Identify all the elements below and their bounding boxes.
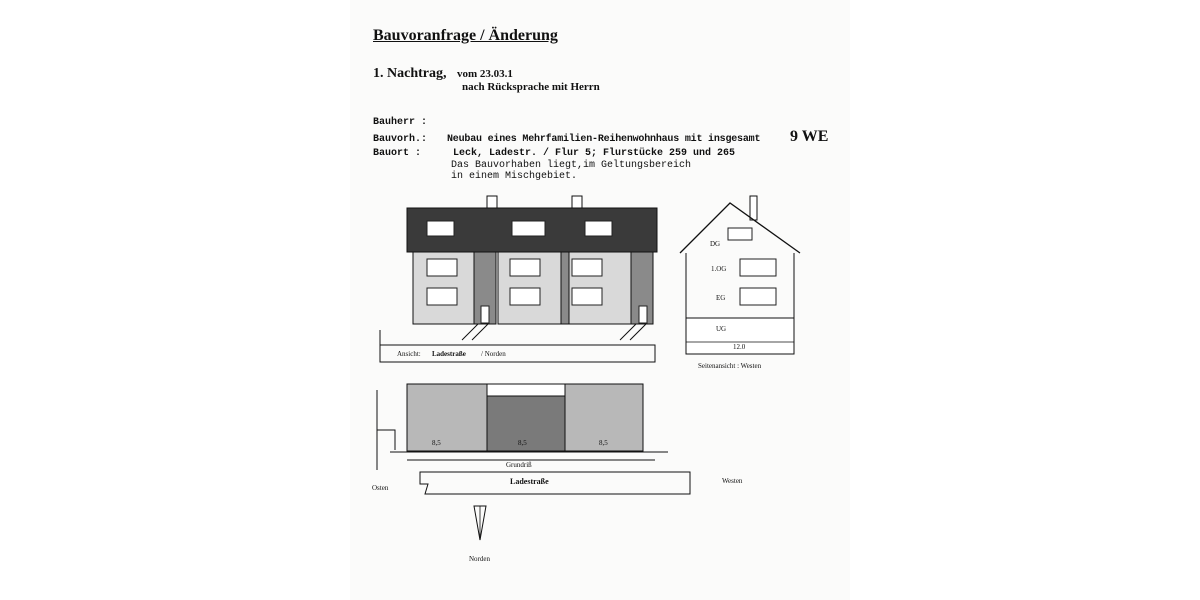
street-band [380,330,655,362]
plan-caption: Grundriß [506,461,532,469]
document-title: Bauvoranfrage / Änderung [373,27,558,44]
entrance-door [481,306,489,323]
side-caption: Seitenansicht : Westen [698,362,762,370]
window [572,259,602,276]
side-window [740,288,776,305]
floor-label-dg: DG [710,240,721,248]
note-line-2: in einem Mischgebiet. [451,171,578,182]
entrance-door [639,306,647,323]
plan-street [420,472,690,494]
we-count: 9 WE [790,128,829,145]
stair-core [561,252,569,324]
window [427,259,457,276]
chimney-right [572,196,582,208]
side-window [740,259,776,276]
north-arrow-icon [474,506,486,540]
west-label: Westen [722,477,743,485]
bauort-text: Leck, Ladestr. / Flur 5; Flurstücke 259 und 265 [453,148,736,159]
floor-label-eg: EG [716,294,726,302]
window [510,259,540,276]
side-chimney [750,196,757,220]
window [572,288,602,305]
plan-dim-3: 8,5 [599,439,608,447]
plan-dim-2: 8,5 [518,439,527,447]
dormer-window [427,221,454,236]
floor-label-ug: UG [716,325,727,333]
plan-unit [407,384,487,451]
nachtrag-label: 1. Nachtrag, [373,66,447,81]
plan-dim-1: 8,5 [432,439,441,447]
dormer-window [512,221,545,236]
chimney-left [487,196,497,208]
east-label: Osten [372,484,389,492]
front-caption-street: Ladestraße [432,350,466,358]
bauort-label: Bauort : [373,148,422,159]
window [427,288,457,305]
rueckspr-text: nach Rücksprache mit Herrn [462,81,600,93]
document-page [350,0,850,600]
bauherr-label: Bauherr : [373,117,428,128]
floor-label-1og: 1.OG [711,265,727,273]
dormer-window [585,221,612,236]
window [510,288,540,305]
note-line-1: Das Bauvorhaben liegt,im Geltungsbereich [451,160,692,171]
side-roof-window [728,228,752,240]
front-caption-suffix: / Norden [481,350,506,358]
floor-plan [372,384,743,563]
bauvorh-text: Neubau eines Mehrfamilien-Reihenwohnhaus mit insgesamt [447,134,761,145]
bauvorh-label: Bauvorh.: [373,134,428,145]
plan-street-label: Ladestraße [510,477,549,486]
north-label: Norden [469,555,490,563]
front-view [380,196,657,362]
nachtrag-date: vom 23.03.1 [457,68,513,80]
side-width-label: 12.0 [733,343,746,351]
side-view [680,196,800,370]
drawing-canvas [350,0,850,600]
front-caption-prefix: Ansicht: [397,350,421,358]
